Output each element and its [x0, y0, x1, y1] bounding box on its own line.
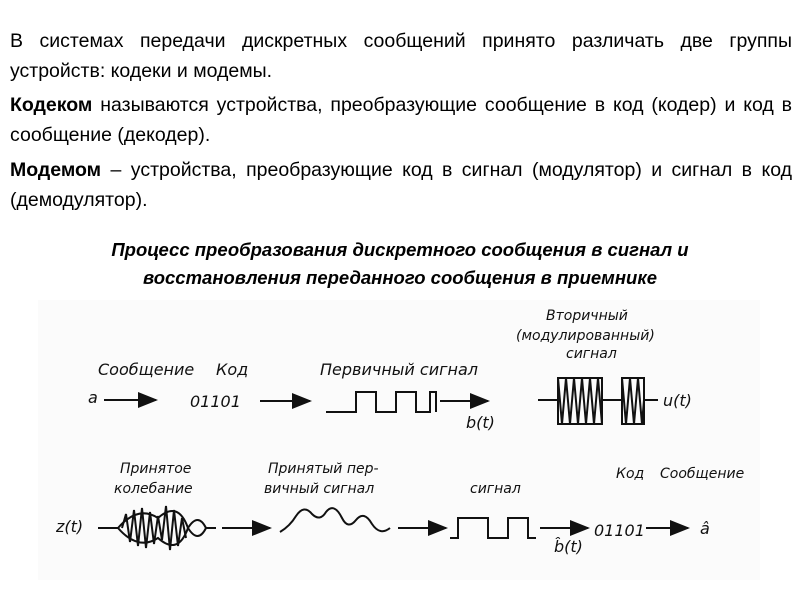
codec-term: Кодеком	[10, 94, 93, 116]
message-label-2: Сообщение	[660, 466, 745, 482]
received-label-1: Принятое	[120, 461, 192, 477]
code-label-2: Код	[616, 466, 645, 482]
code-label: Код	[216, 360, 249, 379]
codec-definition	[10, 90, 792, 150]
secondary-label-3: сигнал	[566, 346, 617, 362]
secondary-label-2: (модулированный)	[516, 328, 655, 344]
modulated-signal-waveform	[538, 378, 658, 424]
message-label: Сообщение	[98, 360, 195, 379]
primary-signal-symbol: b(t)	[466, 413, 495, 432]
code-value: 01101	[190, 392, 241, 411]
regenerated-symbol: b̂(t)	[554, 537, 583, 556]
code-value-2: 01101	[594, 521, 645, 540]
modem-term: Модемом	[10, 159, 102, 181]
received-symbol: z(t)	[56, 517, 84, 536]
secondary-label-1: Вторичный	[546, 308, 628, 324]
process-diagram	[38, 300, 760, 580]
regenerated-signal-waveform	[450, 518, 536, 538]
caption-line-1: Процесс преобразования дискретного сообщения в сигнал и	[111, 239, 689, 260]
secondary-symbol: u(t)	[663, 391, 692, 410]
message-symbol: a	[88, 388, 98, 407]
modem-text: – устройства, преобразующие код в сигнал (модулятор) и сигнал в код (демодулятор).	[10, 159, 792, 211]
received-label-2: колебание	[114, 481, 193, 497]
intro-text: В системах передачи дискретных сообщений принято различать две группы устройств: кодеки и модемы.	[10, 30, 792, 82]
received-oscillation-waveform	[98, 506, 216, 550]
message-symbol-2: â	[700, 519, 710, 538]
primary-signal-waveform	[326, 392, 436, 412]
codec-text: называются устройства, преобразующие сообщение в код (кодер) и код в сообщение (декодер).	[10, 94, 792, 146]
modem-definition	[10, 155, 792, 215]
caption-line-2: восстановления переданного сообщения в приемнике	[143, 267, 657, 288]
received-primary-label-2: вичный сигнал	[264, 481, 375, 497]
primary-signal-label: Первичный сигнал	[320, 360, 478, 379]
received-primary-label-1: Принятый пер-	[268, 461, 379, 477]
intro-paragraph	[10, 26, 792, 86]
received-primary-waveform	[280, 508, 390, 532]
regenerated-label-2: сигнал	[470, 481, 521, 497]
